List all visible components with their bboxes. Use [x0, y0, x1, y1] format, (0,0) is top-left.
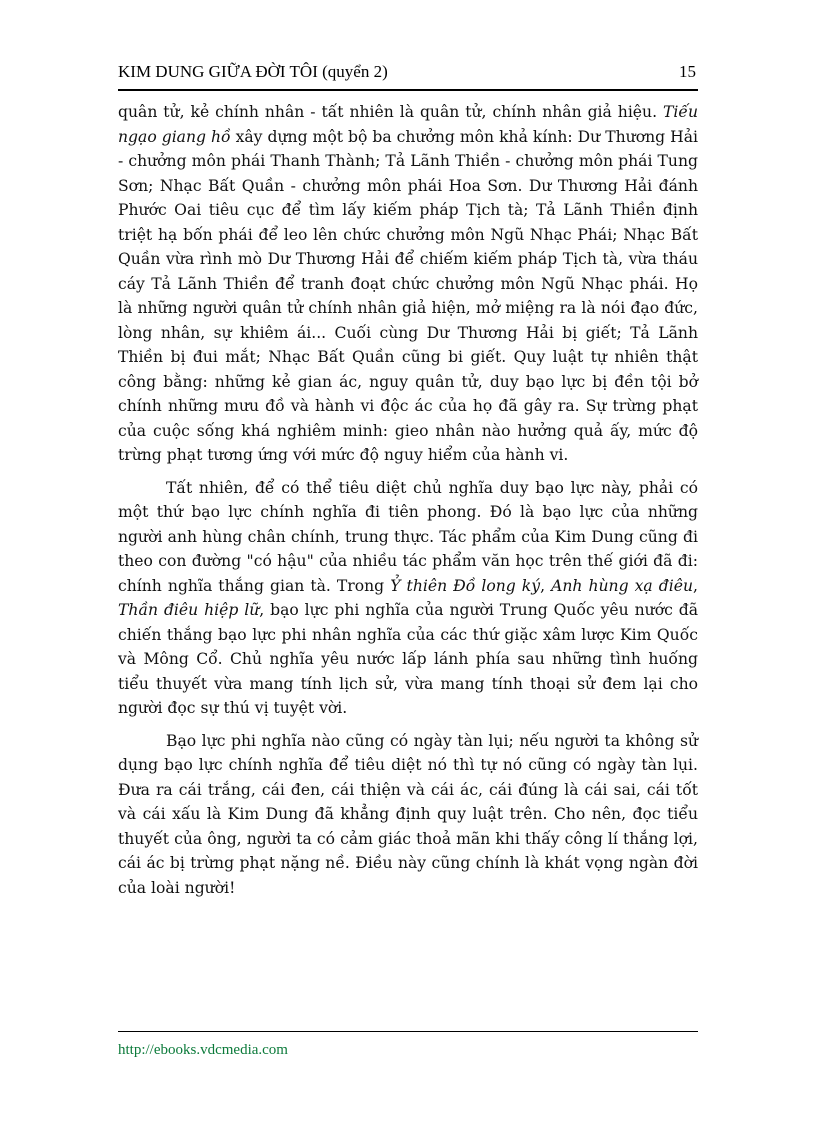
- page-body: [118, 100, 698, 908]
- page-number: 15: [679, 62, 696, 81]
- page-header: [118, 62, 698, 88]
- book-title-italic: Ỷ thiên Đồ long ký: [390, 576, 541, 595]
- paragraph-3: Bạo lực phi nghĩa nào cũng có ngày tàn lụi; nếu người ta không sử dụng bạo lực chính nghĩa để tiêu diệt nó thì tự nó cũng có ngày tàn lụi. Đưa ra cái trắng, cái đen, cái thiện và cái ác, cái đúng là cái sai, cái tốt và cái xấu là Kim Dung đã khẳng định quy luật trên. Cho nên, đọc tiểu thuyết của ông, người ta có cảm giác thoả mãn khi thấy công lí thắng lợi, cái ác bị trừng phạt nặng nề. Điều này cũng chính là khát vọng ngàn đời của loài người!: [118, 731, 698, 897]
- book-title-italic: Anh hùng xạ điêu: [551, 576, 694, 595]
- footer-website-link[interactable]: http://ebooks.vdcmedia.com: [118, 1042, 288, 1058]
- book-title: KIM DUNG GIỮA ĐỜI TÔI (quyển 2): [118, 62, 388, 81]
- footer-divider: [118, 1031, 698, 1032]
- book-title-italic: Thần điêu hiệp lữ: [118, 601, 260, 619]
- book-title-italic: Tiếu ngạo giang hồ: [118, 103, 698, 146]
- paragraph-2: Tất nhiên, để có thể tiêu diệt chủ nghĩa duy bạo lực này, phải có một thứ bạo lực chính nghĩa đi tiên phong. Đó là bạo lực của những người anh hùng chân chính, trung thực. Tác phẩm của Kim Dung cũng đi theo con đường "có hậu" của nhiều tác phẩm văn học trên thế giới đã đi: chính nghĩa thắng gian tà. Trong Ỷ thiên Đồ long ký, Anh hùng xạ điêu, Thần điêu hiệp lữ, bạo lực phi nghĩa của người Trung Quốc yêu nước đã chiến thắng bạo lực phi nhân nghĩa của các thứ giặc xâm lược Kim Quốc và Mông Cổ. Chủ nghĩa yêu nước lấp lánh phía sau những tình huống tiểu thuyết vừa mang tính lịch sử, vừa mang tính thoại sử đem lại cho người đọc sự thú vị tuyệt vời.: [118, 478, 698, 717]
- paragraph-1: quân tử, kẻ chính nhân - tất nhiên là quân tử, chính nhân giả hiệu. Tiếu ngạo giang hồ xây dựng một bộ ba chưởng môn khả kính: Dư Thương Hải - chưởng môn phái Thanh Thành; Tả Lãnh Thiền - chưởng môn phái Tung Sơn; Nhạc Bất Quần - chưởng môn phái Hoa Sơn. Dư Thương Hải đánh Phước Oai tiêu cục để tìm lấy kiếm pháp Tịch tà; Tả Lãnh Thiền định triệt hạ bốn phái để leo lên chức chưởng môn Ngũ Nhạc Phái; Nhạc Bất Quần vừa rình mò Dư Thương Hải để chiếm kiếm pháp Tịch tà, vừa tháu cáy Tả Lãnh Thiền để tranh đoạt chức chưởng môn Ngũ Nhạc phái. Họ là những người quân tử chính nhân giả hiện, mở miệng ra là nói đạo đức, lòng nhân, sự khiêm ái... Cuối cùng Dư Thương Hải bị giết; Tả Lãnh Thiền bị đui mắt; Nhạc Bất Quần cũng bi giết. Quy luật tự nhiên thật công bằng: những kẻ gian ác, nguy quân tử, duy bạo lực bị đền tội bở chính những mưu đồ và hành vi độc ác của họ đã gây ra. Sự trừng phạt của cuộc sống khá nghiêm minh: gieo nhân nào hưởng quả ấy, mức độ trừng phạt tương ứng với mức độ nguy hiểm của hành vi.: [118, 103, 698, 464]
- header-divider: [118, 89, 698, 91]
